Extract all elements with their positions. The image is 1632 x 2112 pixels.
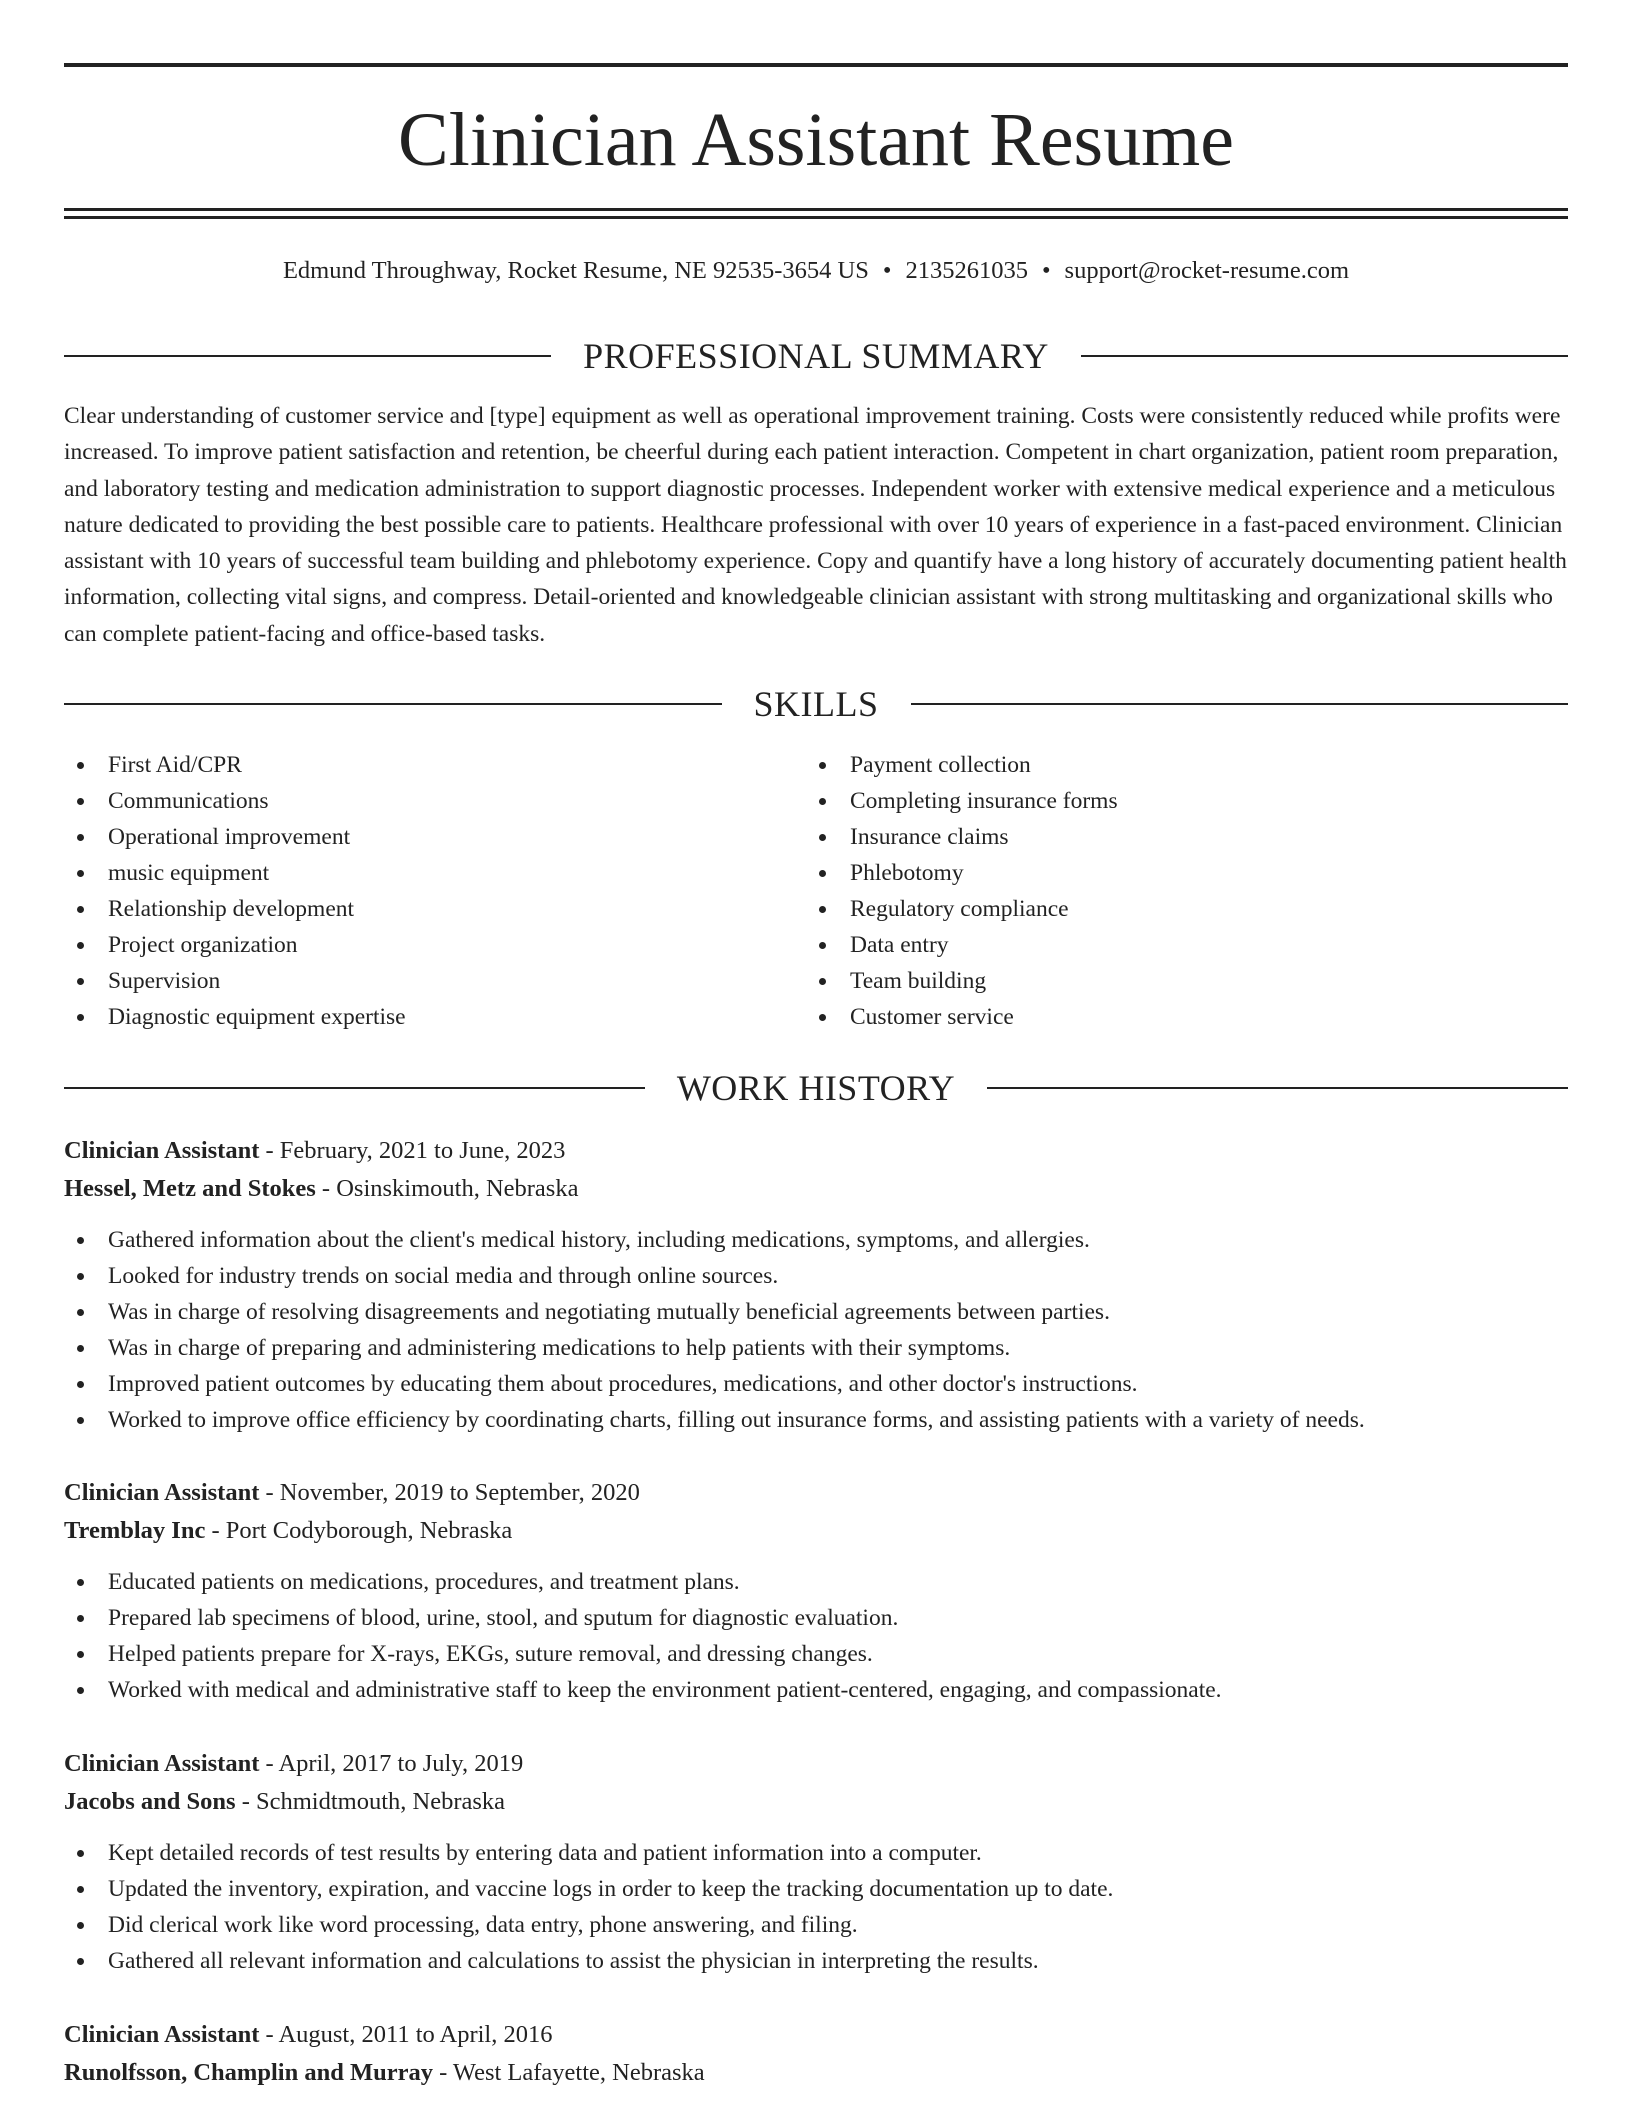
contact-address: Edmund Throughway, Rocket Resume, NE 92535-3654 US [282, 257, 869, 284]
title-rule-lower [64, 216, 1568, 219]
job-bullet: Worked to improve office efficiency by coordinating charts, filling out insurance forms, and assisting patients with a variety of needs. [64, 1402, 1568, 1438]
job-location: Osinskimouth, Nebraska [336, 1175, 579, 1202]
section-rule [64, 703, 722, 705]
job-role-line: Clinician Assistant - April, 2017 to July, 2019 [64, 1750, 524, 1777]
section-rule [911, 703, 1569, 705]
job-entry [64, 1132, 1568, 1438]
job-company: Runolfsson, Champlin and Murray [64, 2059, 433, 2086]
job-title: Clinician Assistant [64, 2021, 260, 2048]
job-bullet: Was in charge of preparing and administering medications to help patients with their symptoms. [64, 1330, 1568, 1366]
skill-item: Communications [64, 783, 806, 819]
title-rule-upper [64, 208, 1568, 211]
section-rule [64, 355, 551, 357]
contact-line [64, 254, 1568, 288]
job-dates: November, 2019 to September, 2020 [279, 1479, 640, 1506]
job-bullet: Did clerical work like word processing, data entry, phone answering, and filing. [64, 1907, 1568, 1943]
job-company-line: Hessel, Metz and Stokes - Osinskimouth, Nebraska [64, 1175, 579, 1202]
skill-item: Operational improvement [64, 819, 806, 855]
skill-item: Project organization [64, 927, 806, 963]
skill-item: First Aid/CPR [64, 747, 806, 783]
job-bullets [64, 1564, 1568, 1708]
job-role-line: Clinician Assistant - August, 2011 to April, 2016 [64, 2021, 553, 2048]
skills-section-header [64, 682, 1568, 726]
page-title: Clinician Assistant Resume [398, 98, 1234, 182]
job-bullet: Gathered information about the client's medical history, including medications, symptoms, and allergies. [64, 1222, 1568, 1258]
section-rule [1081, 355, 1568, 357]
job-title: Clinician Assistant [64, 1750, 260, 1777]
skills-column-right [806, 747, 1548, 1035]
skill-item: Relationship development [64, 891, 806, 927]
job-company: Jacobs and Sons [64, 1788, 236, 1815]
job-company: Tremblay Inc [64, 1517, 206, 1544]
skill-item: Payment collection [806, 747, 1548, 783]
job-company-line: Tremblay Inc - Port Codyborough, Nebraska [64, 1517, 513, 1544]
job-dates: April, 2017 to July, 2019 [278, 1750, 524, 1777]
job-location: Port Codyborough, Nebraska [225, 1517, 513, 1544]
summary-heading: PROFESSIONAL SUMMARY [583, 336, 1049, 376]
skills-list [64, 747, 1568, 1035]
job-entry [64, 1474, 1568, 1708]
skill-item: Supervision [64, 963, 806, 999]
job-dates: February, 2021 to June, 2023 [279, 1137, 566, 1164]
job-role-line: Clinician Assistant - November, 2019 to September, 2020 [64, 1479, 640, 1506]
skill-item: Completing insurance forms [806, 783, 1548, 819]
job-bullet: Helped patients prepare for X-rays, EKGs, suture removal, and dressing changes. [64, 1636, 1568, 1672]
job-bullets [64, 1222, 1568, 1438]
job-bullet: Worked with medical and administrative staff to keep the environment patient-centered, engaging, and compassionate. [64, 1672, 1568, 1708]
job-bullet: Improved patient outcomes by educating them about procedures, medications, and other doctor's instructions. [64, 1366, 1568, 1402]
job-bullet: Educated patients on medications, procedures, and treatment plans. [64, 1564, 1568, 1600]
job-company: Hessel, Metz and Stokes [64, 1175, 316, 1202]
work-heading: WORK HISTORY [676, 1068, 956, 1108]
job-bullet: Updated the inventory, expiration, and vaccine logs in order to keep the tracking documentation up to date. [64, 1871, 1568, 1907]
work-section-header [64, 1066, 1568, 1110]
contact-email: support@rocket-resume.com [1064, 257, 1350, 284]
skill-item: Team building [806, 963, 1548, 999]
skill-item: Diagnostic equipment expertise [64, 999, 806, 1035]
job-bullet: Prepared lab specimens of blood, urine, stool, and sputum for diagnostic evaluation. [64, 1600, 1568, 1636]
job-bullets [64, 1835, 1568, 1979]
job-location: West Lafayette, Nebraska [452, 2059, 705, 2086]
job-dates: August, 2011 to April, 2016 [278, 2021, 553, 2048]
job-bullet: Was in charge of resolving disagreements and negotiating mutually beneficial agreements between parties. [64, 1294, 1568, 1330]
skill-item: music equipment [64, 855, 806, 891]
section-rule [987, 1087, 1568, 1089]
job-title: Clinician Assistant [64, 1137, 260, 1164]
job-company-line: Runolfsson, Champlin and Murray - West Lafayette, Nebraska [64, 2059, 705, 2086]
job-location: Schmidtmouth, Nebraska [256, 1788, 506, 1815]
skill-item: Regulatory compliance [806, 891, 1548, 927]
job-bullet: Kept detailed records of test results by entering data and patient information into a computer. [64, 1835, 1568, 1871]
top-rule [64, 63, 1568, 67]
contact-separator: • [1041, 257, 1051, 284]
contact-phone: 2135261035 [905, 257, 1028, 284]
skills-column-left [64, 747, 806, 1035]
skill-item: Data entry [806, 927, 1548, 963]
skill-item: Customer service [806, 999, 1548, 1035]
summary-text: Clear understanding of customer service and [type] equipment as well as operational improvement training. Costs were consistently reduced while profits were increased. To improve patient satisfaction and retention, be cheerful during each patient interaction. Competent in chart organization, patient room preparation, and laboratory testing and medication administration to support diagnostic processes. Independent worker with extensive medical experience and a meticulous nature dedicated to providing the best possible care to patients. Healthcare professional with over 10 years of experience in a fast-paced environment. Clinician assistant with 10 years of successful team building and phlebotomy experience. Copy and quantify have a long history of accurately documenting patient health information, collecting vital signs, and compress. Detail-oriented and knowledgeable clinician assistant with strong multitasking and organizational skills who can complete patient-facing and office-based tasks. [64, 403, 1567, 647]
summary-section-header [64, 334, 1568, 378]
job-company-line: Jacobs and Sons - Schmidtmouth, Nebraska [64, 1788, 506, 1815]
section-rule [64, 1087, 645, 1089]
skill-item: Phlebotomy [806, 855, 1548, 891]
job-bullet: Gathered all relevant information and calculations to assist the physician in interpreting the results. [64, 1943, 1568, 1979]
job-role-line: Clinician Assistant - February, 2021 to June, 2023 [64, 1137, 566, 1164]
job-entry [64, 1745, 1568, 1979]
skill-item: Insurance claims [806, 819, 1548, 855]
job-bullet: Looked for industry trends on social media and through online sources. [64, 1258, 1568, 1294]
job-entry [64, 2016, 1568, 2092]
job-title: Clinician Assistant [64, 1479, 260, 1506]
skills-heading: SKILLS [753, 684, 879, 724]
contact-separator: • [882, 257, 892, 284]
